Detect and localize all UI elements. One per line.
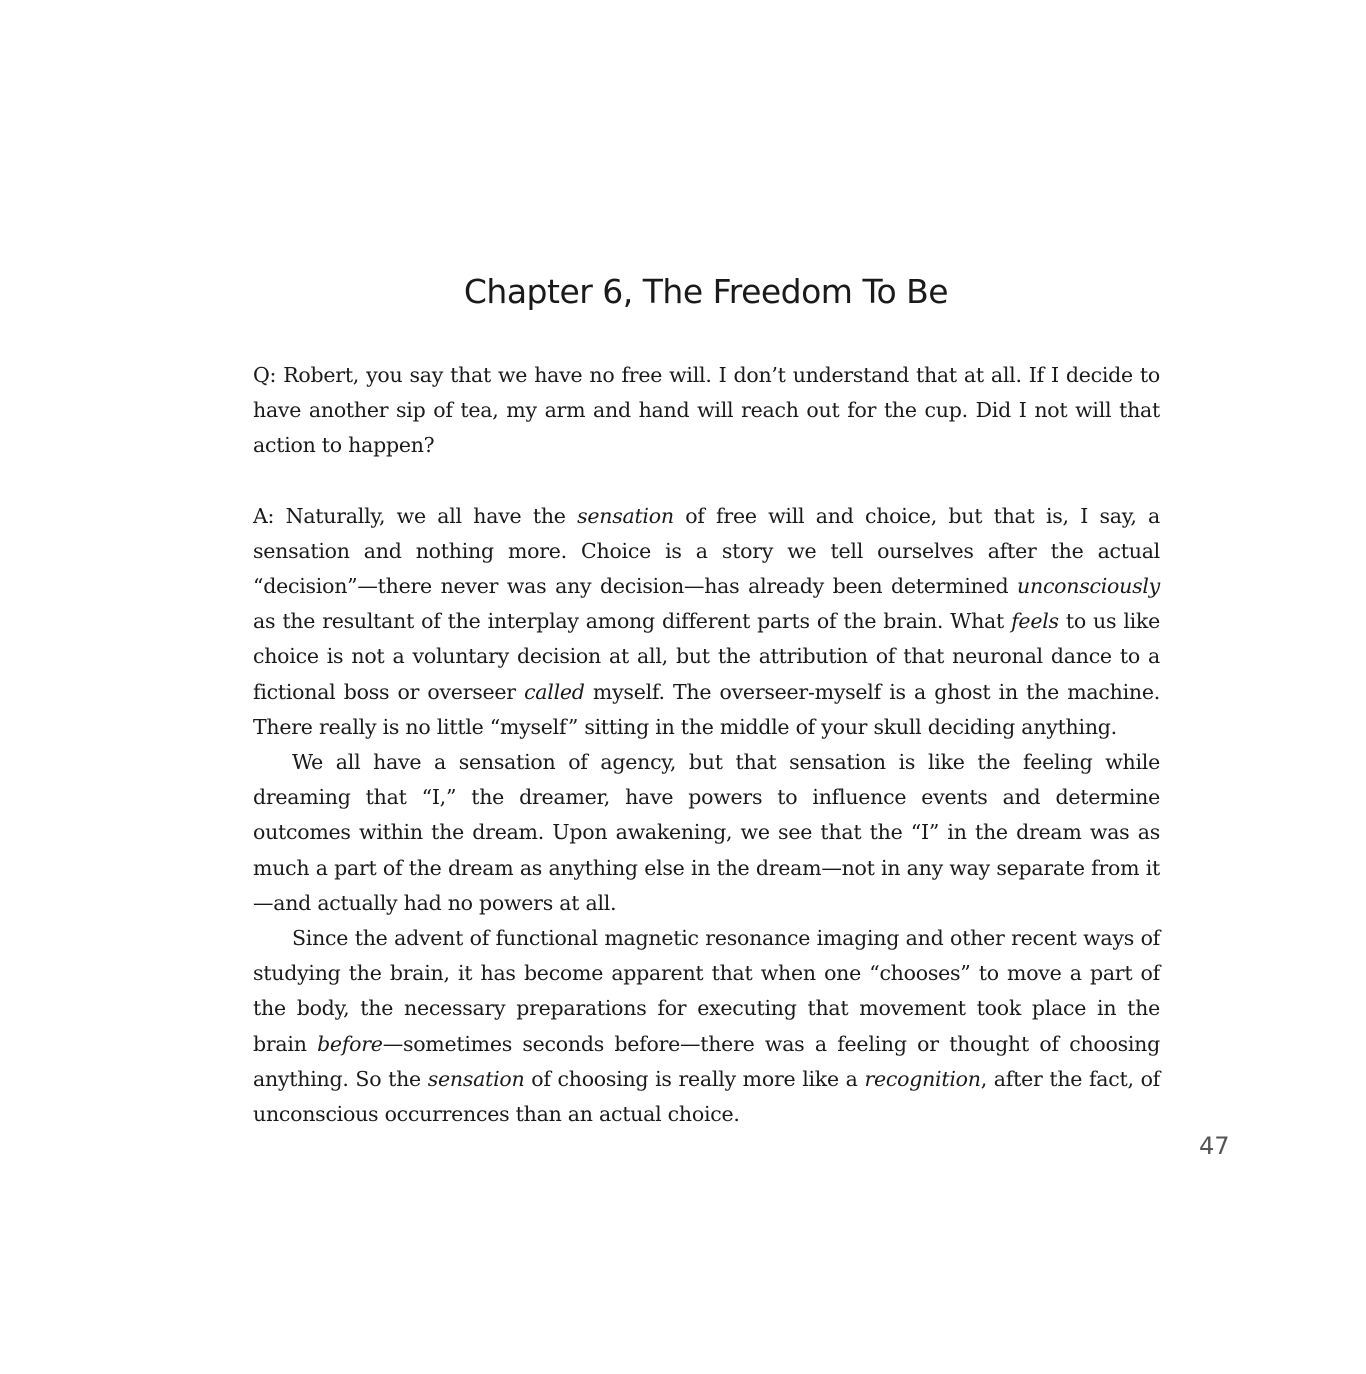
answer-text-2: of free will and choice, but that is, I say, a sensation and nothing more. Choice is a story we tell ourselves after the actual “decision”—there never was any decision—has already been determined [253,503,1160,599]
answer-italic-sensation: sensation [577,503,674,528]
answer-text-5: myself. The overseer-myself is a ghost in the machine. There really is no little “myself” sitting in the middle of your skull deciding anything. [253,679,1160,739]
question-text: Q: Robert, you say that we have no free will. I don’t understand that at all. If I decide to have another sip of tea, my arm and hand will reach out for the cup. Did I not will that action to happen? [253,363,1160,458]
answer-text-4: to us like choice is not a voluntary decision at all, but the attribution of that neuronal dance to a fictional boss or overseer [253,609,1160,704]
agency-paragraph [253,745,1160,921]
fmri-italic-before: before [317,1031,383,1056]
answer-italic-feels: feels [1011,609,1059,634]
answer-paragraph [253,499,1160,745]
fmri-text-3: of choosing is really more like a [524,1066,865,1091]
answer-text-3: as the resultant of the interplay among different parts of the brain. What [253,609,1012,634]
fmri-text-4: , after the fact, of unconscious occurrences than an actual choice. [253,1066,1161,1127]
fmri-paragraph [253,921,1160,1132]
fmri-italic-sensation: sensation [427,1066,525,1091]
answer-italic-called: called [524,679,585,704]
answer-italic-unconsciously: unconsciously [1017,574,1160,599]
fmri-text-1: Since the advent of functional magnetic resonance imaging and other recent ways of studying the brain, it has become apparent that when one “chooses” to move a part of the body, the necessary preparations for executing that movement took place in the brain [253,926,1160,1056]
agency-text: We all have a sensation of agency, but that sensation is like the feeling while dreaming that “I,” the dreamer, have powers to influence events and determine outcomes within the dream. Upon awakening, we see that the “I” in the dream was as much a part of the dream as anything else in the dream—not in any way separate from it—and actually had no powers at all. [253,750,1160,915]
answer-text-1: A: Naturally, we all have the [253,503,578,528]
fmri-text-2: —sometimes seconds before—there was a feeling or thought of choosing anything. So the [253,1031,1160,1091]
body-text [253,358,1160,1132]
question-paragraph [253,358,1160,464]
fmri-italic-recognition: recognition [864,1066,981,1091]
page-number: 47 [1199,1132,1230,1160]
chapter-title: Chapter 6, The Freedom To Be [463,272,949,311]
